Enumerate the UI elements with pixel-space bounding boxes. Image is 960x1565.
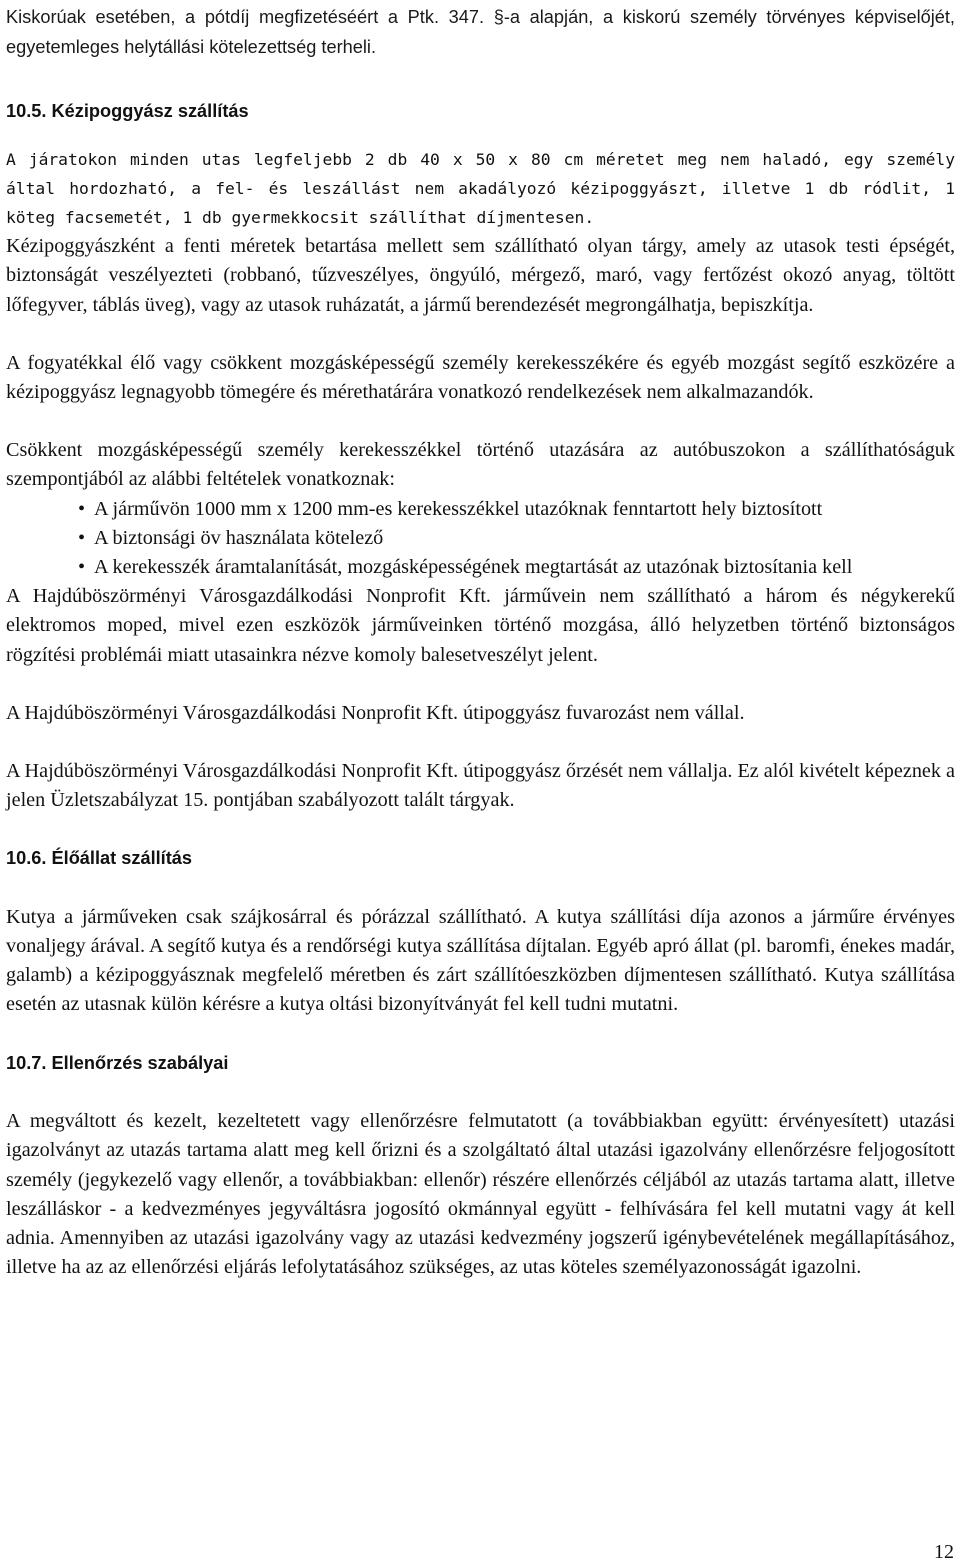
section-10-5-para-1: A járatokon minden utas legfeljebb 2 db 40 x 50 x 80 cm méretet meg nem haladó, egy személy által hordozható, a fel- és leszállást nem akadályozó kézipoggyászt, illetve 1 db ródlit, 1 köteg facsemetét, 1 db gyermekkocsit szállíthat díjmentesen.	[6, 149, 955, 227]
page-number: 12	[934, 1541, 954, 1563]
spacer	[6, 407, 955, 436]
bullet-icon: •	[78, 497, 86, 520]
spacer	[6, 874, 955, 903]
section-10-7-para-1: A megváltott és kezelt, kezeltetett vagy ellenőrzésre felmutatott (a továbbiakban együtt: érvényesített) utazási igazolványt az utazás tartama alatt meg kell őrizni és a szolgáltató által utazási igazolvány ellenőrzésre feljogosított személy (jegykezelő vagy ellenőr, a továbbiakban: ellenőr) részére ellenőrzés céljából az utazás tartama alatt, illetve leszálláskor - a kedvezményes jegyváltásra jogosító okmánnyal együtt - felhívására fel kell mutatni vagy át kell adnia. Amennyiben az utazási igazolvány vagy az utazási kedvezmény jogszerű igénybevételének megállapításához, illetve ha az az ellenőrzési eljárás lefolytatásához szükséges, az utas köteles személyazonosságát igazolni.	[6, 1110, 955, 1279]
spacer	[6, 815, 955, 844]
list-item-text: A járművön 1000 mm x 1200 mm-es kerekesszékkel utazóknak fenntartott hely biztosított	[94, 497, 823, 520]
list-item-text: A biztonsági öv használata kötelező	[94, 526, 384, 549]
spacer	[6, 62, 955, 80]
spacer	[6, 670, 955, 699]
spacer	[6, 320, 955, 349]
document-page	[6, 3, 955, 1282]
section-10-5-para-5: A Hajdúböszörményi Városgazdálkodási Nonprofit Kft. járművein nem szállítható a három és négykerekű elektromos moped, mivel ezen eszközök járműveinken történő mozgása, álló helyzetben történő biztonságos rögzítési problémái miatt utasainkra nézve komoly balesetveszélyt jelent.	[6, 585, 955, 666]
bullet-icon: •	[78, 526, 86, 549]
list-item	[78, 495, 955, 524]
spacer	[6, 728, 955, 757]
intro-paragraph: Kiskorúak esetében, a pótdíj megfizetéséért a Ptk. 347. §-a alapján, a kiskorú személy törvényes képviselőjét, egyetemleges helytállási kötelezettség terheli.	[6, 7, 955, 57]
section-10-6-para-1: Kutya a járműveken csak szájkosárral és pórázzal szállítható. A kutya szállítási díja azonos a járműre érvényes vonaljegy árával. A segítő kutya és a rendőrségi kutya szállítása díjtalan. Egyéb apró állat (pl. baromfi, énekes madár, galamb) a kézipoggyásznak megfelelő méretben és zárt szállítóeszközben díjmentesen szállítható. Kutya szállítása esetén az utasnak külön kérésre a kutya oltási bizonyítványát fel kell tudni mutatni.	[6, 905, 955, 1016]
section-10-5-para-3: A fogyatékkal élő vagy csökkent mozgásképességű személy kerekesszékére és egyéb mozgást segítő eszközére a kézipoggyász legnagyobb tömegére és mérethatárára vonatkozó rendelkezések nem alkalmazandók.	[6, 351, 955, 403]
section-10-5-para-2: Kézipoggyászként a fenti méretek betartása mellett sem szállítható olyan tárgy, amely az utasok testi épségét, biztonságát veszélyezteti (robbanó, tűzveszélyes, öngyúló, mérgező, maró, vagy fertőzést okozó anyag, töltött lőfegyver, táblás üveg), vagy az utasok ruházatát, a jármű berendezését megrongálhatja, bepiszkítja.	[6, 235, 955, 316]
section-10-5-para-7: A Hajdúböszörményi Városgazdálkodási Nonprofit Kft. útipoggyász őrzését nem vállalja. Ez alól kivételt képeznek a jelen Üzletszabályzat 15. pontjában szabályozott talált tárgyak.	[6, 759, 955, 812]
spacer	[6, 127, 955, 145]
list-item	[78, 553, 955, 582]
section-10-5-para-4: Csökkent mozgásképességű személy kerekesszékkel történő utazására az autóbuszokon a szállíthatóságuk szempontjából az alábbi feltételek vonatkoznak:	[6, 439, 955, 491]
bullet-icon: •	[78, 555, 86, 578]
section-10-7-heading: 10.7. Ellenőrzés szabályai	[6, 1052, 229, 1073]
list-item	[78, 524, 955, 553]
wheelchair-conditions-list	[6, 495, 955, 583]
spacer	[6, 1020, 955, 1049]
list-item-text: A kerekesszék áramtalanítását, mozgásképességének megtartását az utazónak biztosítania kell	[94, 555, 853, 578]
section-10-5-heading: 10.5. Kézipoggyász szállítás	[6, 101, 249, 121]
section-10-5-para-6: A Hajdúböszörményi Városgazdálkodási Nonprofit Kft. útipoggyász fuvarozást nem vállal.	[6, 701, 745, 724]
spacer	[6, 1078, 955, 1107]
section-10-6-heading: 10.6. Élőállat szállítás	[6, 848, 193, 869]
